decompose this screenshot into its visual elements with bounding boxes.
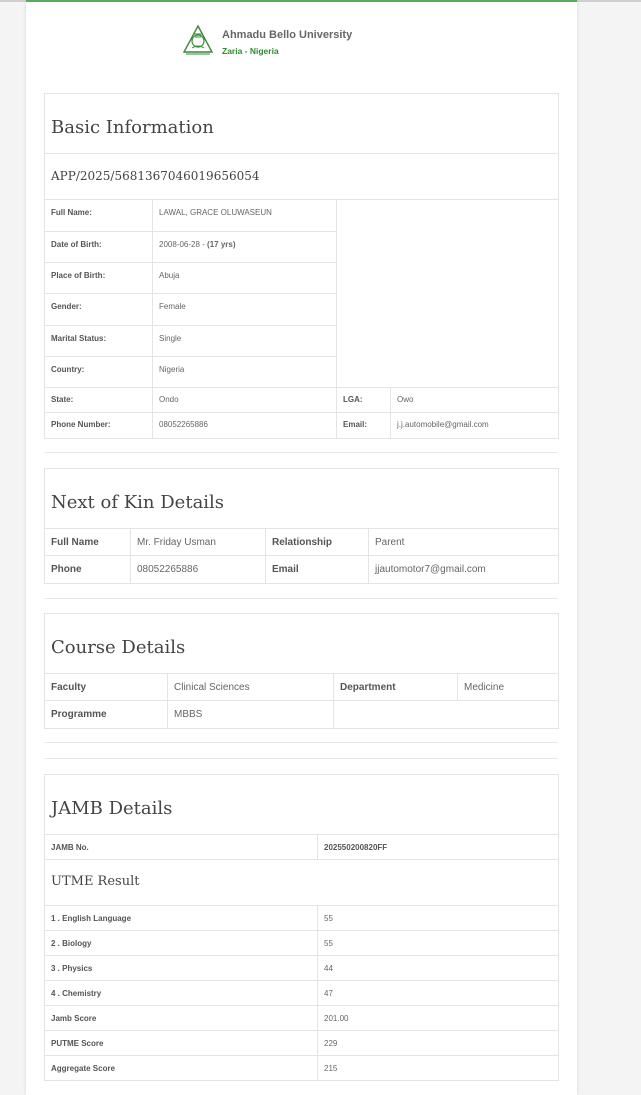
full-name-value: LAWAL, GRACE OLUWASEUN — [153, 200, 337, 231]
kin-phone-value: 08052265886 — [131, 556, 266, 583]
divider — [336, 200, 337, 388]
document-page — [26, 0, 577, 1095]
result-value: 55 — [324, 914, 333, 923]
result-row — [45, 905, 558, 931]
divider — [44, 452, 557, 453]
kin-relationship-label: Relationship — [266, 529, 369, 556]
department-value: Medicine — [464, 682, 505, 693]
country-label: Country: — [45, 357, 153, 388]
result-value: 215 — [324, 1064, 338, 1073]
age-value: (17 yrs) — [207, 240, 236, 249]
next-of-kin-section — [44, 468, 559, 584]
result-label: Aggregate Score — [45, 1056, 318, 1081]
table-row — [45, 528, 558, 556]
table-row — [45, 555, 558, 583]
marital-label: Marital Status: — [45, 326, 153, 357]
section-title: JAMB Details — [51, 798, 173, 819]
empty-cell — [334, 701, 558, 728]
email-value: j.j.automobile@gmail.com — [397, 420, 489, 429]
jamb-no-label: JAMB No. — [45, 835, 318, 860]
university-name: Ahmadu Bello University — [222, 29, 353, 41]
programme-label: Programme — [45, 701, 168, 728]
divider — [45, 153, 558, 154]
table-row — [45, 293, 337, 326]
full-name-label: Full Name: — [45, 200, 153, 231]
result-value: 229 — [324, 1039, 338, 1048]
course-details-section — [44, 613, 559, 729]
result-label: 3 . Physics — [45, 956, 318, 981]
programme-value: MBBS — [168, 701, 334, 728]
table-row — [45, 387, 558, 413]
result-value: 201.00 — [324, 1014, 349, 1023]
table-row — [45, 356, 337, 388]
result-row — [45, 1030, 558, 1056]
kin-name-label: Full Name — [45, 529, 131, 556]
result-label: PUTME Score — [45, 1031, 318, 1056]
divider — [44, 758, 557, 759]
result-label: 1 . English Language — [45, 906, 318, 931]
dob-label: Date of Birth: — [45, 232, 153, 263]
dob-date: 2008-06-28 - — [159, 240, 205, 249]
jamb-no-value: 202550200820FF — [324, 843, 388, 852]
result-row — [45, 1055, 558, 1081]
table-row — [45, 673, 558, 701]
result-value: 47 — [324, 989, 333, 998]
kin-email-label: Email — [266, 556, 369, 583]
state-label: State: — [45, 388, 153, 413]
phone-value: 08052265886 — [153, 413, 337, 438]
result-row — [45, 980, 558, 1006]
phone-label: Phone Number: — [45, 413, 153, 438]
result-label: Jamb Score — [45, 1006, 318, 1031]
kin-name-value: Mr. Friday Usman — [131, 529, 266, 556]
abu-crest-logo-icon — [182, 24, 214, 56]
department-label: Department — [334, 674, 458, 701]
table-row — [45, 700, 558, 728]
section-title: Next of Kin Details — [51, 492, 225, 513]
result-value: 44 — [324, 964, 333, 973]
faculty-label: Faculty — [45, 674, 168, 701]
utme-result-title: UTME Result — [51, 874, 140, 889]
divider — [45, 859, 558, 860]
kin-relationship-value: Parent — [375, 537, 405, 548]
table-row — [45, 412, 558, 438]
country-value: Nigeria — [153, 357, 337, 388]
divider — [44, 598, 557, 599]
kin-phone-label: Phone — [45, 556, 131, 583]
result-label: 2 . Biology — [45, 931, 318, 956]
section-title: Course Details — [51, 637, 186, 658]
jamb-details-section — [44, 774, 559, 1081]
email-label: Email: — [337, 413, 391, 438]
divider — [44, 742, 557, 743]
university-location: Zaria - Nigeria — [222, 46, 279, 56]
table-row — [45, 200, 337, 231]
gender-value: Female — [153, 294, 337, 326]
table-row — [45, 231, 337, 263]
state-value: Ondo — [153, 388, 337, 413]
section-title: Basic Information — [51, 117, 214, 138]
marital-value: Single — [153, 326, 337, 357]
faculty-value: Clinical Sciences — [168, 674, 334, 701]
table-row — [45, 325, 337, 357]
dob-value — [153, 232, 337, 263]
pob-label: Place of Birth: — [45, 263, 153, 294]
result-row — [45, 1005, 558, 1031]
result-row — [45, 955, 558, 981]
result-value: 55 — [324, 939, 333, 948]
top-accent-bar — [26, 0, 577, 2]
table-row — [45, 834, 558, 860]
application-number: APP/2025/5681367046019656054 — [51, 169, 260, 183]
pob-value: Abuja — [153, 263, 337, 294]
basic-information-section — [44, 93, 559, 439]
lga-value: Owo — [397, 395, 414, 404]
result-label: 4 . Chemistry — [45, 981, 318, 1006]
lga-label: LGA: — [337, 388, 391, 413]
result-row — [45, 930, 558, 956]
kin-email-value: jjautomotor7@gmail.com — [375, 564, 486, 575]
table-row — [45, 262, 337, 294]
gender-label: Gender: — [45, 294, 153, 326]
